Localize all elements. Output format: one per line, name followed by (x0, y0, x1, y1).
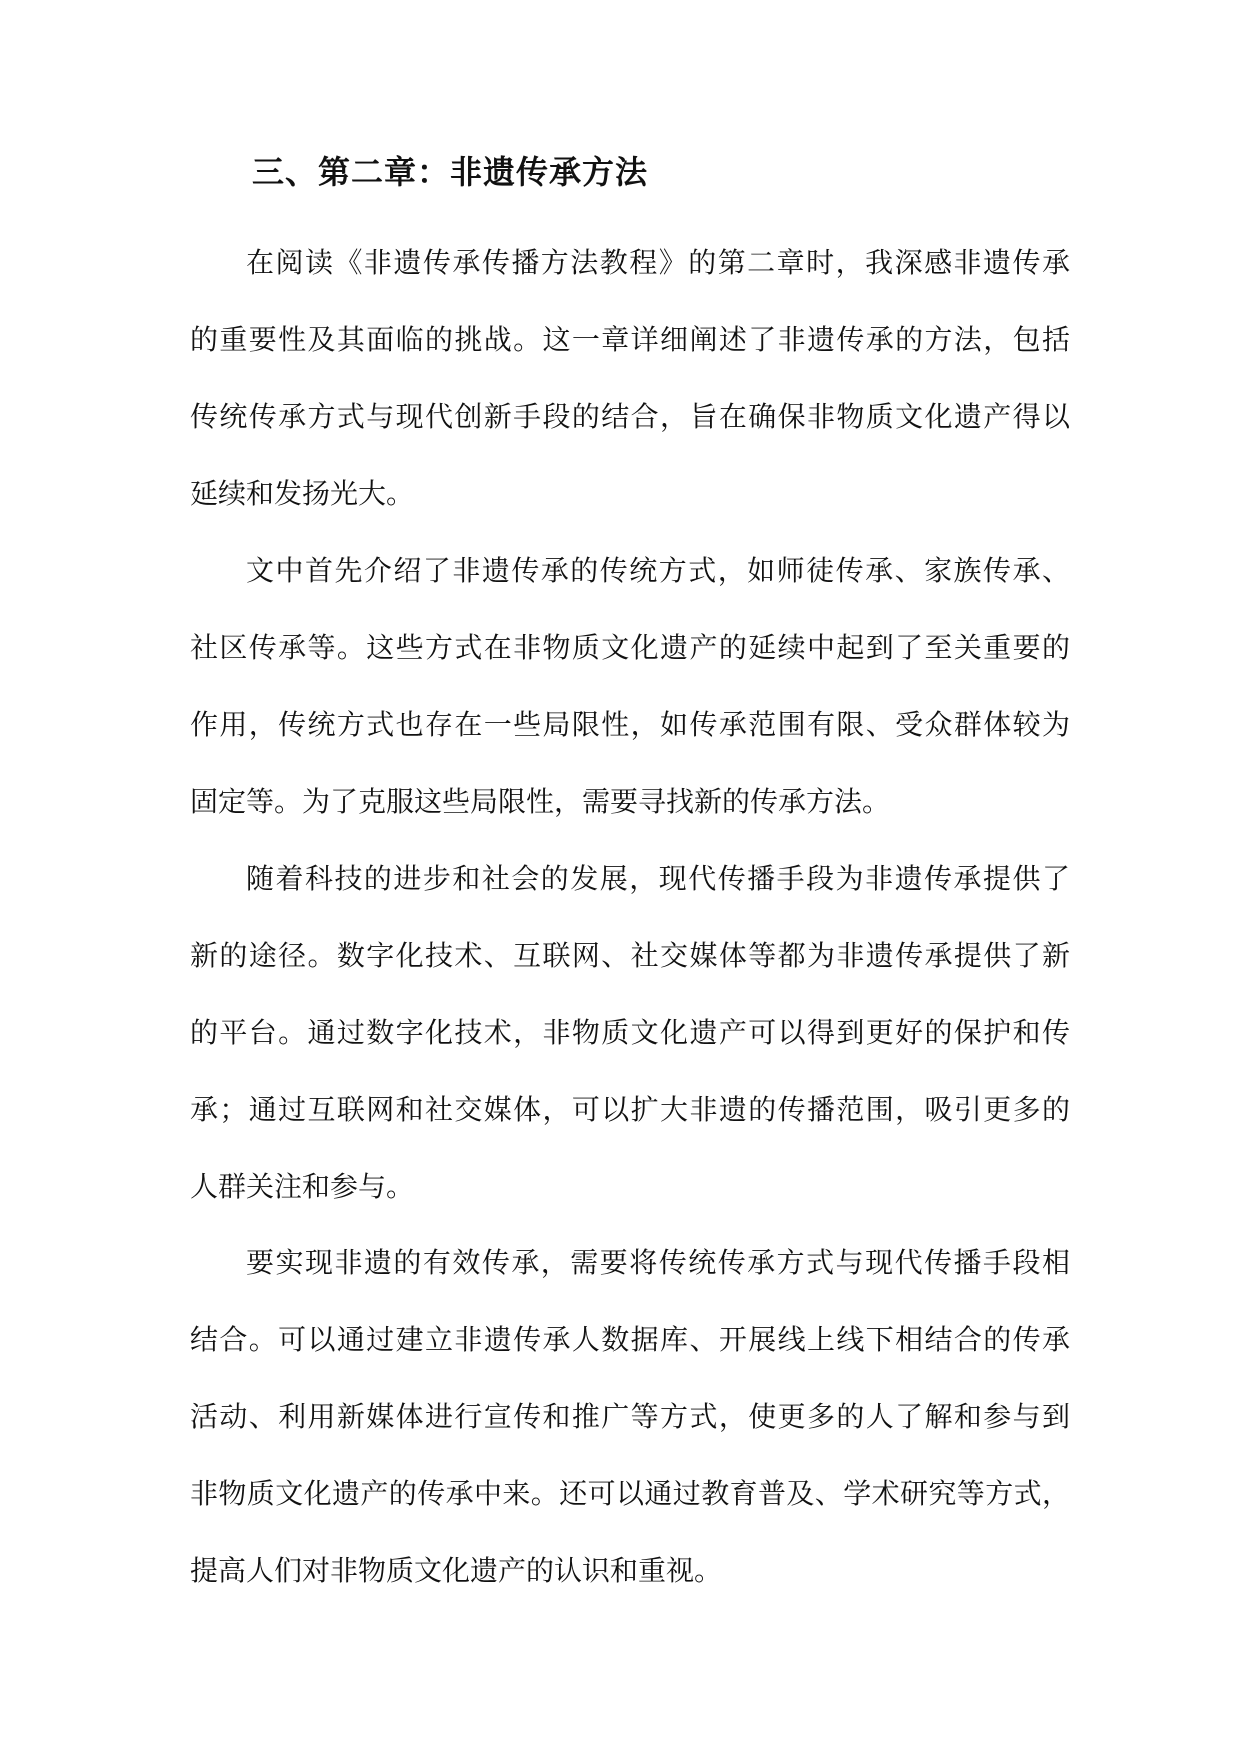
paragraph-line: 人群关注和参与。 (190, 1170, 415, 1203)
paragraph-line: 的平台。通过数字化技术，非物质文化遗产可以得到更好的保护和传 (190, 1016, 1070, 1049)
paragraph-line: 结合。可以通过建立非遗传承人数据库、开展线上线下相结合的传承 (190, 1323, 1070, 1356)
paragraph-2 (190, 532, 1070, 840)
paragraph-line: 作用，传统方式也存在一些局限性，如传承范围有限、受众群体较为 (190, 708, 1070, 741)
paragraph-line: 提高人们对非物质文化遗产的认识和重视。 (190, 1554, 723, 1587)
paragraph-line: 要实现非遗的有效传承，需要将传统传承方式与现代传播手段相 (246, 1246, 1070, 1279)
chapter-heading: 三、第二章：非遗传承方法 (252, 153, 649, 191)
paragraph-line: 活动、利用新媒体进行宣传和推广等方式，使更多的人了解和参与到 (190, 1400, 1070, 1433)
paragraph-line: 随着科技的进步和社会的发展，现代传播手段为非遗传承提供了 (246, 862, 1070, 895)
paragraph-line: 延续和发扬光大。 (190, 477, 415, 510)
paragraph-line: 新的途径。数字化技术、互联网、社交媒体等都为非遗传承提供了新 (190, 939, 1070, 972)
paragraph-line: 非物质文化遗产的传承中来。还可以通过教育普及、学术研究等方式， (190, 1477, 1070, 1510)
paragraph-line: 固定等。为了克服这些局限性，需要寻找新的传承方法。 (190, 785, 891, 818)
paragraph-line: 社区传承等。这些方式在非物质文化遗产的延续中起到了至关重要的 (190, 631, 1070, 664)
paragraph-line: 承；通过互联网和社交媒体，可以扩大非遗的传播范围，吸引更多的 (190, 1093, 1070, 1126)
paragraph-line: 文中首先介绍了非遗传承的传统方式，如师徒传承、家族传承、 (246, 554, 1070, 587)
paragraph-line: 在阅读《非遗传承传播方法教程》的第二章时，我深感非遗传承 (246, 246, 1070, 279)
paragraph-line: 的重要性及其面临的挑战。这一章详细阐述了非遗传承的方法，包括 (190, 323, 1070, 356)
paragraph-4 (190, 1224, 1070, 1609)
paragraph-1 (190, 224, 1070, 532)
paragraph-3 (190, 840, 1070, 1225)
paragraph-line: 传统传承方式与现代创新手段的结合，旨在确保非物质文化遗产得以 (190, 400, 1070, 433)
